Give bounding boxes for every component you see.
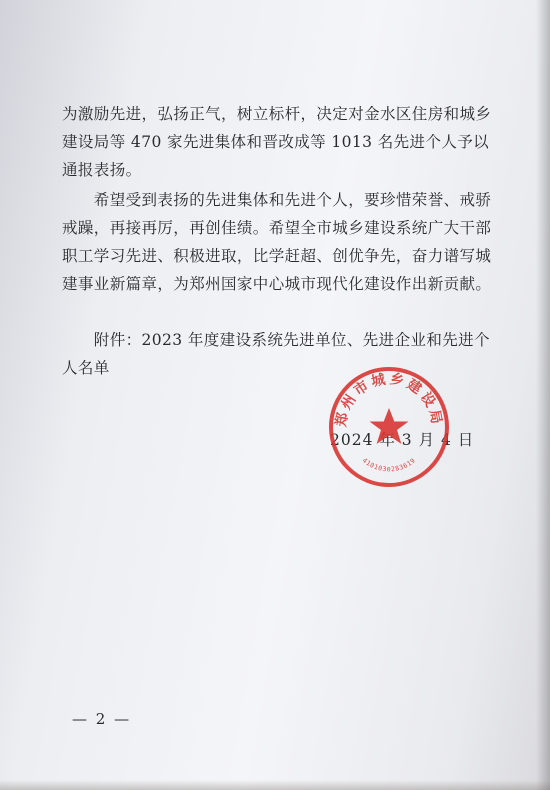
body-paragraph-2: 希望受到表扬的先进集体和先进个人，要珍惜荣誉、戒骄戒躁，再接再厉，再创佳绩。希望全市城乡建设系统广大干部职工学习先进、积极进取，比学赶超、创优争先，奋力谱写城建事业新篇章，为郑州国家中心城市现代化建设作出新贡献。 — [62, 191, 492, 293]
svg-text:4101030283619 — [361, 456, 417, 473]
page-bottom-shadow — [0, 780, 550, 790]
attachment-line: 附件：2023 年度建设系统先进单位、先进企业和先进个人名单 — [62, 331, 490, 377]
page-number: — 2 — — [72, 710, 132, 728]
seal-code-text: 4101030283619 — [360, 456, 418, 474]
issue-date: 2024 年 3 月 4 日 — [330, 431, 475, 449]
official-seal-stamp-icon — [326, 364, 452, 490]
page-edge-shadow — [536, 0, 550, 790]
seal-name-text: 郑州市城乡建设局 — [333, 371, 445, 429]
body-paragraph-1: 为激励先进，弘扬正气，树立标杆，决定对金水区住房和城乡建设局等 470 家先进集体和晋改成等 1013 名先进个人予以通报表扬。 — [62, 105, 492, 179]
